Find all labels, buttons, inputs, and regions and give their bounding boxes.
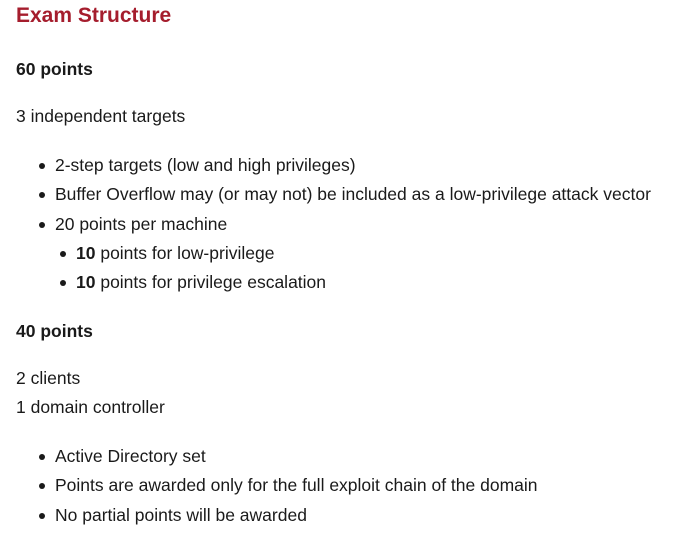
sub-list-item [76,271,326,293]
list-item-text: No partial points will be awarded [55,505,307,525]
sub-list-item-text: points for privilege escalation [95,272,327,292]
section-line: 1 domain controller [16,397,165,417]
page-title: Exam Structure [16,4,172,27]
list-item-text: Active Directory set [55,446,206,466]
points-value: 10 [76,243,96,263]
bullet-icon [60,251,66,257]
list-item-text: 2-step targets (low and high privileges) [55,155,356,175]
bullet-icon [39,192,45,198]
sub-list-item [76,242,274,264]
bullet-icon [60,280,66,286]
bullet-icon [39,222,45,228]
list-item [55,183,651,205]
list-item [55,154,356,176]
bullet-icon [39,513,45,519]
list-item-text: Buffer Overflow may (or may not) be included as a low-privilege attack vector [55,184,651,204]
list-item-text: Points are awarded only for the full exploit chain of the domain [55,475,538,495]
section-heading-60-points: 60 points [16,59,93,79]
bullet-icon [39,163,45,169]
list-item [55,504,307,526]
bullet-icon [39,483,45,489]
points-value: 10 [76,272,96,292]
list-item [55,474,538,496]
sub-list-item-text: points for low-privilege [95,243,275,263]
list-item-text: 20 points per machine [55,214,228,234]
list-item [55,445,206,467]
section-intro: 3 independent targets [16,106,186,126]
section-heading-40-points: 40 points [16,321,93,341]
list-item [55,213,227,235]
bullet-icon [39,454,45,460]
section-line: 2 clients [16,368,81,388]
